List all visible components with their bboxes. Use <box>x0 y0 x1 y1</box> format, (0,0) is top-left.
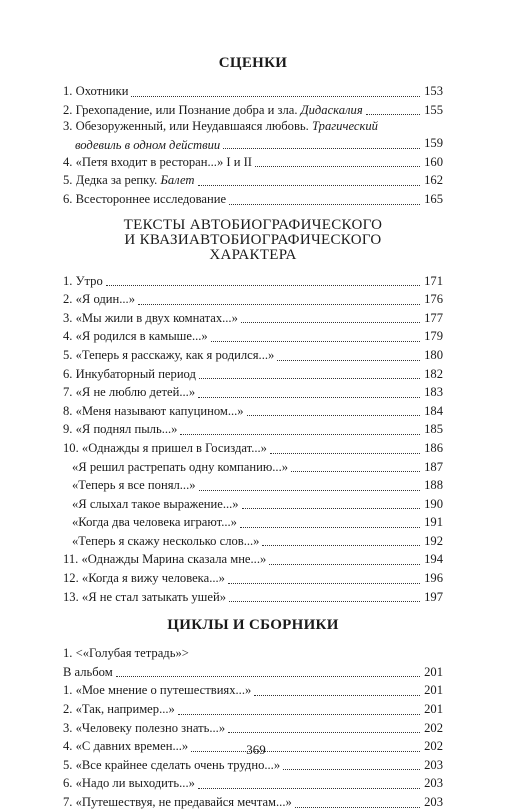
toc-entry <box>63 513 443 532</box>
entry-title: «Человеку полезно знать...» <box>75 720 226 735</box>
entry-page: 185 <box>424 422 443 437</box>
leader-dots <box>106 284 420 286</box>
entry-title: «Однажды Марина сказала мне...» <box>81 552 267 567</box>
entry-title: «Теперь я расскажу, как я родился...» <box>75 347 275 362</box>
entry-number: 3. <box>63 720 76 735</box>
toc-entry <box>63 119 443 134</box>
entry-page: 192 <box>424 533 443 548</box>
entry-title: Утро <box>75 273 103 288</box>
entry-page: 176 <box>424 292 443 307</box>
entry-number: 1. <box>63 84 76 98</box>
toc-entry <box>63 774 443 793</box>
entry-title: «Я один...» <box>75 292 136 307</box>
entry-title: Дедка за репку. <box>75 173 158 188</box>
leader-dots <box>199 377 420 379</box>
toc-entry <box>63 190 443 209</box>
leader-dots <box>229 203 420 205</box>
toc-entry-continuation <box>63 134 443 153</box>
toc-entry <box>63 383 443 402</box>
entry-page: 183 <box>424 385 443 400</box>
entry-number: 3. <box>63 119 76 134</box>
entry-number: 1. <box>63 683 76 698</box>
entry-number: 8. <box>63 403 76 418</box>
entry-number: 5. <box>63 347 76 362</box>
leader-dots <box>240 526 420 528</box>
entry-number: 5. <box>63 173 76 188</box>
entry-title: Грехопадение, или Познание добра и зла. <box>75 102 298 117</box>
toc-entry <box>63 495 443 514</box>
toc-entry <box>63 346 443 365</box>
entry-genre: Балет <box>157 173 195 188</box>
entry-title: «Однажды я пришел в Госиздат...» <box>81 440 267 455</box>
entry-number: 9. <box>63 422 76 437</box>
leader-dots <box>291 470 420 472</box>
entry-number: 2. <box>63 292 76 307</box>
leader-dots <box>366 113 420 115</box>
leader-dots <box>270 452 420 454</box>
entry-page: 186 <box>424 440 443 455</box>
toc-entry <box>63 153 443 172</box>
entry-title: «Петя входит в ресторан...» I и II <box>75 154 253 169</box>
entry-page: 162 <box>424 173 443 188</box>
entry-title: «Когда два человека играют...» <box>72 515 237 530</box>
entry-title: «Путешествуя, не предавайся мечтам...» <box>75 795 292 809</box>
toc-list-autobio <box>63 272 443 607</box>
entry-number: 6. <box>63 366 76 381</box>
leader-dots <box>178 713 420 715</box>
leader-dots <box>199 489 420 491</box>
entry-page: 184 <box>424 403 443 418</box>
entry-title: «Я родился в камыше...» <box>75 329 208 344</box>
leader-dots <box>241 321 420 323</box>
entry-number: 4. <box>63 739 76 754</box>
leader-dots <box>269 563 420 565</box>
entry-page: 155 <box>424 102 443 117</box>
entry-page: 187 <box>424 459 443 474</box>
leader-dots <box>116 675 420 677</box>
toc-entry <box>63 365 443 384</box>
section-heading-autobio <box>63 218 443 263</box>
entry-page: 191 <box>424 515 443 530</box>
toc-entry <box>63 532 443 551</box>
toc-entry <box>63 719 443 738</box>
entry-number: 7. <box>63 795 76 809</box>
entry-title: «Я слыхал такое выражение...» <box>72 496 239 511</box>
entry-number: 6. <box>63 191 76 206</box>
leader-dots <box>254 694 420 696</box>
entry-page: 201 <box>424 702 443 717</box>
entry-page: 201 <box>424 664 443 679</box>
toc-entry <box>63 700 443 719</box>
leader-dots <box>283 768 420 770</box>
leader-dots <box>211 340 420 342</box>
leader-dots <box>198 787 420 789</box>
entry-page: 165 <box>424 191 443 206</box>
entry-title: «Мое мнение о путешествиях...» <box>75 683 252 698</box>
entry-title: «Когда я вижу человека...» <box>81 571 225 586</box>
entry-title: «Теперь я все понял...» <box>72 478 196 493</box>
toc-entry <box>63 550 443 569</box>
toc-entry <box>63 439 443 458</box>
entry-number: 7. <box>63 385 76 400</box>
entry-title: «Теперь я скажу несколько слов...» <box>72 533 260 548</box>
entry-number: 4. <box>63 329 76 344</box>
entry-page: 180 <box>424 347 443 362</box>
leader-dots <box>255 165 420 167</box>
entry-title: «Все крайнее сделать очень трудно...» <box>75 757 281 772</box>
toc-entry <box>63 82 443 101</box>
leader-dots <box>228 582 420 584</box>
leader-dots <box>180 433 420 435</box>
entry-page: 159 <box>424 136 443 151</box>
toc-entry <box>63 420 443 439</box>
entry-title: «Я не стал затыкать ушей» <box>81 589 227 604</box>
leader-dots <box>242 507 420 509</box>
leader-dots <box>131 95 420 97</box>
entry-page: 194 <box>424 552 443 567</box>
entry-page: 203 <box>424 776 443 791</box>
leader-dots <box>229 600 420 602</box>
entry-title: «Мы жили в двух комнатах...» <box>75 310 238 325</box>
entry-title: В альбом <box>63 664 113 679</box>
entry-page: 196 <box>424 571 443 586</box>
toc-entry <box>63 588 443 607</box>
toc-entry <box>63 309 443 328</box>
leader-dots <box>247 414 420 416</box>
entry-page: 182 <box>424 366 443 381</box>
entry-page: 202 <box>424 739 443 754</box>
entry-number: 5. <box>63 757 76 772</box>
entry-title: «Так, например...» <box>75 702 175 717</box>
toc-page <box>63 52 443 812</box>
entry-number: 4. <box>63 154 76 169</box>
toc-entry <box>63 569 443 588</box>
section-heading-scenes: СЦЕНКИ <box>218 55 288 71</box>
entry-number: 11. <box>63 552 82 567</box>
entry-page: 201 <box>424 683 443 698</box>
entry-continuation: водевиль в одном действии <box>75 137 221 152</box>
toc-entry <box>63 290 443 309</box>
entry-number: 13. <box>63 589 82 604</box>
toc-entry <box>63 402 443 421</box>
section-heading-cycles: ЦИКЛЫ И СБОРНИКИ <box>167 617 339 634</box>
toc-entry <box>63 327 443 346</box>
heading-line: ТЕКСТЫ АВТОБИОГРАФИЧЕСКОГО <box>123 216 383 233</box>
heading-line: ХАРАКТЕРА <box>209 246 297 263</box>
entry-number: 12. <box>63 571 82 586</box>
toc-entry <box>63 458 443 477</box>
toc-entry <box>63 272 443 291</box>
entry-title: «Я поднял пыль...» <box>75 422 178 437</box>
toc-entry <box>63 681 443 700</box>
entry-genre: Трагический <box>308 119 378 134</box>
entry-page: 177 <box>424 310 443 325</box>
entry-page: 203 <box>424 757 443 772</box>
entry-page: 197 <box>424 589 443 604</box>
toc-entry <box>63 101 443 120</box>
entry-number: 2. <box>63 702 76 717</box>
leader-dots <box>228 731 420 733</box>
leader-dots <box>138 303 420 305</box>
entry-page: 202 <box>424 720 443 735</box>
entry-page: 203 <box>424 795 443 809</box>
group-title <box>63 644 443 663</box>
entry-title: «Я решил растрепать одну компанию...» <box>72 459 289 474</box>
leader-dots <box>198 184 420 186</box>
entry-number: 10. <box>63 440 82 455</box>
entry-genre: Дидаскалия <box>297 102 363 117</box>
entry-title: Обезоруженный, или Неудавшаяся любовь. <box>75 119 309 134</box>
toc-entry <box>63 171 443 190</box>
entry-number: 2. <box>63 102 76 117</box>
entry-number: 1. <box>63 273 76 288</box>
leader-dots <box>262 544 420 546</box>
toc-entry <box>63 793 443 812</box>
entry-page: 190 <box>424 496 443 511</box>
leader-dots <box>295 806 420 808</box>
toc-entry <box>63 756 443 775</box>
entry-title: «Надо ли выходить...» <box>75 776 195 791</box>
entry-number: 6. <box>63 776 76 791</box>
entry-title: Всестороннее исследование <box>75 191 227 206</box>
entry-title: Инкубаторный период <box>75 366 196 381</box>
leader-dots <box>198 396 420 398</box>
leader-dots <box>277 359 420 361</box>
entry-title: «Меня называют капуцином...» <box>75 403 244 418</box>
entry-title: «Я не люблю детей...» <box>75 385 196 400</box>
page-number: 369 <box>246 742 266 757</box>
heading-line: И КВАЗИАВТОБИОГРАФИЧЕСКОГО <box>124 231 382 248</box>
toc-list-scenes <box>63 82 443 209</box>
leader-dots <box>223 147 420 149</box>
entry-title: «С давних времен...» <box>75 739 189 754</box>
entry-page: 179 <box>424 329 443 344</box>
toc-list-cycles <box>63 663 443 812</box>
entry-title: Охотники <box>75 84 129 98</box>
entry-page: 171 <box>424 273 443 288</box>
entry-page: 188 <box>424 478 443 493</box>
toc-entry <box>63 663 443 682</box>
entry-page: 160 <box>424 154 443 169</box>
group-title-text: 1. <«Голубая тетрадь»> <box>63 646 189 661</box>
entry-number: 3. <box>63 310 76 325</box>
entry-page: 153 <box>424 84 443 98</box>
toc-entry <box>63 476 443 495</box>
